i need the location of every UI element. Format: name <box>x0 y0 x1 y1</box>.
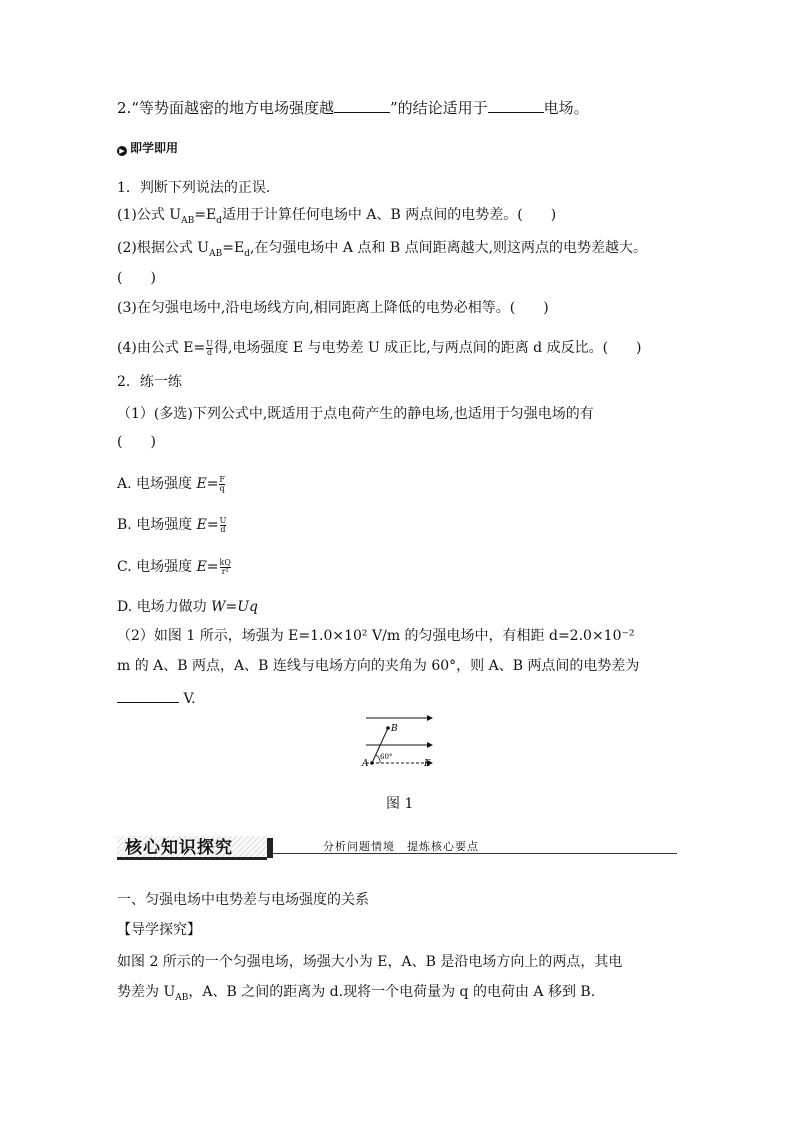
statement-text: (1)公式 U <box>117 207 182 223</box>
question-2-prefix: 2.“等势面越密的地方电场强度越 <box>117 99 334 117</box>
fraction <box>219 476 225 493</box>
fraction-numerator: U <box>219 515 227 525</box>
paragraph-line-1: 如图 2 所示的一个匀强电场，场强大小为 E，A、B 是沿电场方向上的两点，其电 <box>117 954 623 970</box>
field-diagram <box>360 708 440 774</box>
label-a: A <box>362 759 369 769</box>
label-b: B <box>391 724 398 734</box>
statement-text: 得,电场强度 E 与电势差 U 成正比,与两点间的距离 d 成反比。( ) <box>213 340 642 356</box>
option-text: B. 电场强度 <box>117 517 197 533</box>
section-heading: 一、匀强电场中电势差与电场强度的关系 <box>117 892 369 908</box>
question-2-line <box>117 98 589 118</box>
unit-text: V. <box>183 691 196 707</box>
angle-label: 60° <box>380 753 393 761</box>
answer-blank[interactable] <box>334 98 390 113</box>
subscript: d <box>244 248 250 259</box>
statement-text: =E <box>194 207 217 223</box>
label-e: E <box>424 759 431 769</box>
question-2-line-1: （2）如图 1 所示，场强为 E=1.0×10² V/m 的匀强电场中，有相距 d=2.0×10⁻² <box>117 628 635 644</box>
paragraph-text: 势差为 U <box>117 984 176 1000</box>
question-1-paren[interactable]: ( ) <box>117 434 156 450</box>
statement-4 <box>117 338 642 358</box>
formula: E= <box>196 517 219 533</box>
fraction-denominator: q <box>219 483 225 493</box>
subscript: AB <box>209 248 223 259</box>
formula: E= <box>196 559 219 575</box>
point-a <box>370 761 374 765</box>
fraction <box>220 517 227 534</box>
formula: E= <box>196 476 219 492</box>
banner-subtitle: 分析问题情境 提炼核心要点 <box>323 840 479 853</box>
banner-bar <box>267 838 273 858</box>
part-2-title: 2．练一练 <box>117 374 182 390</box>
section-label <box>117 138 178 158</box>
option-text: C. 电场强度 <box>117 559 197 575</box>
option-d[interactable] <box>117 597 258 617</box>
statement-2-paren[interactable]: ( ) <box>117 270 156 286</box>
formula: W=Uq <box>211 599 258 615</box>
point-b <box>386 726 390 730</box>
section-banner <box>117 836 677 862</box>
answer-blank[interactable] <box>488 98 544 113</box>
question-2-middle: ”的结论适用于 <box>389 99 488 117</box>
statement-1 <box>117 205 556 231</box>
statement-2 <box>117 238 647 264</box>
option-text: A. 电场强度 <box>117 476 197 492</box>
statement-text: (4)由公式 E= <box>117 340 206 356</box>
fraction <box>220 559 231 576</box>
play-icon: ▶ <box>117 146 127 156</box>
question-1: （1）(多选)下列公式中,既适用于点电荷产生的静电场,也适用于匀强电场的有 <box>117 406 594 422</box>
statement-text: (2)根据公式 U <box>117 240 210 256</box>
paragraph-text: ，A、B 之间的距离为 d.现将一个电荷量为 q 的电荷由 A 移到 B. <box>188 984 596 1000</box>
option-c[interactable] <box>117 557 232 577</box>
fraction-numerator: U <box>206 338 213 348</box>
option-a[interactable] <box>117 474 226 494</box>
statement-text: ,在匀强电场中 A 点和 B 点间距离越大,则这两点的电势差越大。 <box>249 240 648 256</box>
fraction-numerator: F <box>219 474 225 484</box>
figure-caption: 图 1 <box>386 796 414 812</box>
option-b[interactable] <box>117 515 227 535</box>
statement-3: (3)在匀强电场中,沿电场线方向,相同距离上降低的电势必相等。( ) <box>117 300 549 316</box>
subscript: AB <box>181 215 195 226</box>
guide-label: 【导学探究】 <box>117 922 201 938</box>
option-text: D. 电场力做功 <box>117 599 212 615</box>
fraction <box>206 340 213 357</box>
statement-text: 适用于计算任何电场中 A、B 两点间的电势差。( ) <box>221 207 557 223</box>
fraction-numerator: kQ <box>219 557 231 567</box>
fraction-denominator: d <box>207 347 213 357</box>
paragraph-line-2 <box>117 982 595 1008</box>
fraction-denominator: d <box>220 524 226 534</box>
question-2-suffix: 电场。 <box>543 99 589 117</box>
statement-text: =E <box>222 240 245 256</box>
section-label-text: 即学即用 <box>130 141 179 155</box>
question-2-line-3 <box>117 688 196 709</box>
banner-title: 核心知识探究 <box>117 836 267 860</box>
subscript: d <box>216 215 222 226</box>
subscript: AB <box>175 992 189 1003</box>
part-1-title: 1．判断下列说法的正误. <box>117 180 271 196</box>
answer-blank[interactable] <box>117 688 179 703</box>
fraction-denominator: r² <box>220 567 231 576</box>
question-2-line-2: m 的 A、B 两点，A、B 连线与电场方向的夹角为 60°，则 A、B 两点间的电势差为 <box>117 658 640 674</box>
